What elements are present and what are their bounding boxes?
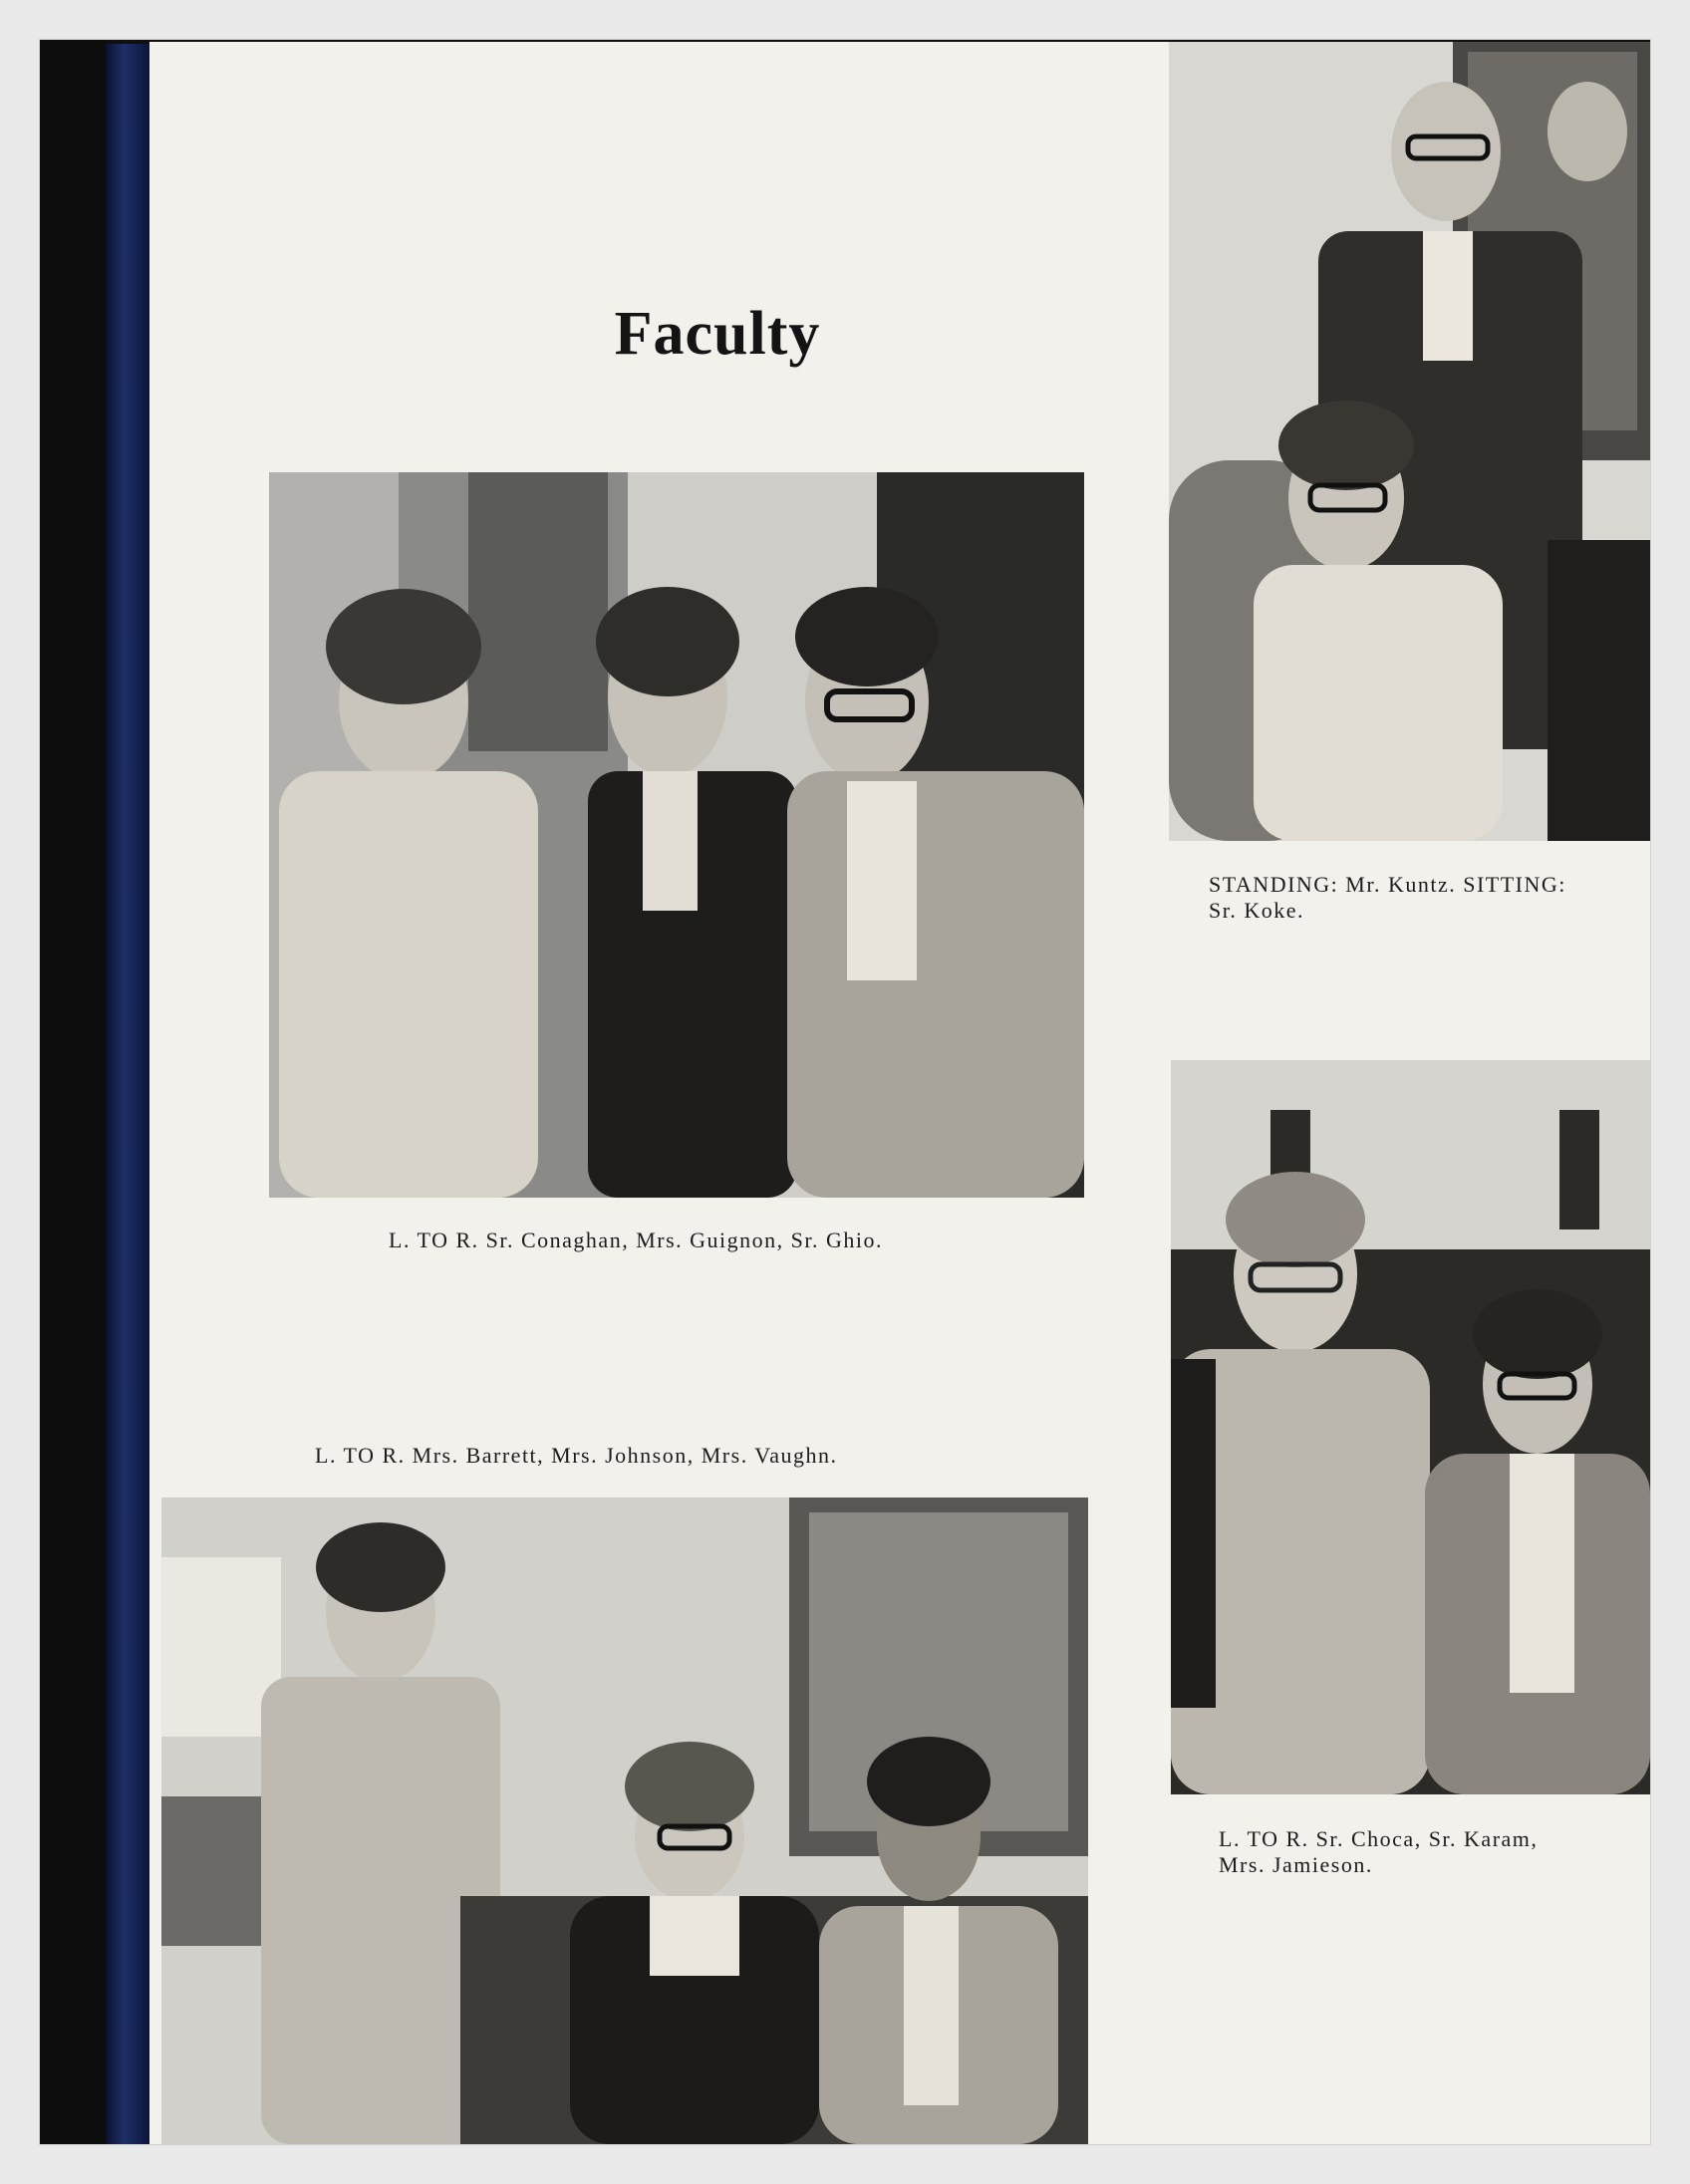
photo-bottom-right-image <box>1171 1060 1650 1794</box>
photo-top-right-image <box>1169 42 1650 841</box>
photo-bottom-right-caption-line-2: Mrs. Jamieson. <box>1219 1852 1373 1877</box>
photo-bottom-right-caption <box>1219 1826 1647 1878</box>
photo-top-right-caption-line-2: Sr. Koke. <box>1209 898 1304 923</box>
photo-top-right-caption <box>1209 872 1647 924</box>
photo-bottom-right-caption-line-1: L. TO R. Sr. Choca, Sr. Karam, <box>1219 1826 1539 1851</box>
photo-top-right <box>1169 42 1650 841</box>
photo-bottom-right <box>1171 1060 1650 1794</box>
photo-bottom-left-caption: L. TO R. Mrs. Barrett, Mrs. Johnson, Mrs. Vaughn. <box>315 1443 838 1468</box>
photo-bottom-left-image <box>161 1498 1088 2144</box>
photo-bottom-left <box>161 1498 1088 2144</box>
photo-top-left <box>269 472 1084 1198</box>
page-title: Faculty <box>614 300 821 368</box>
photo-top-left-image <box>269 472 1084 1198</box>
book-binding <box>106 44 151 2144</box>
book-edge <box>40 40 106 2144</box>
photo-top-left-caption: L. TO R. Sr. Conaghan, Mrs. Guignon, Sr. Ghio. <box>389 1228 883 1252</box>
photo-top-right-caption-line-1: STANDING: Mr. Kuntz. SITTING: <box>1209 872 1566 897</box>
